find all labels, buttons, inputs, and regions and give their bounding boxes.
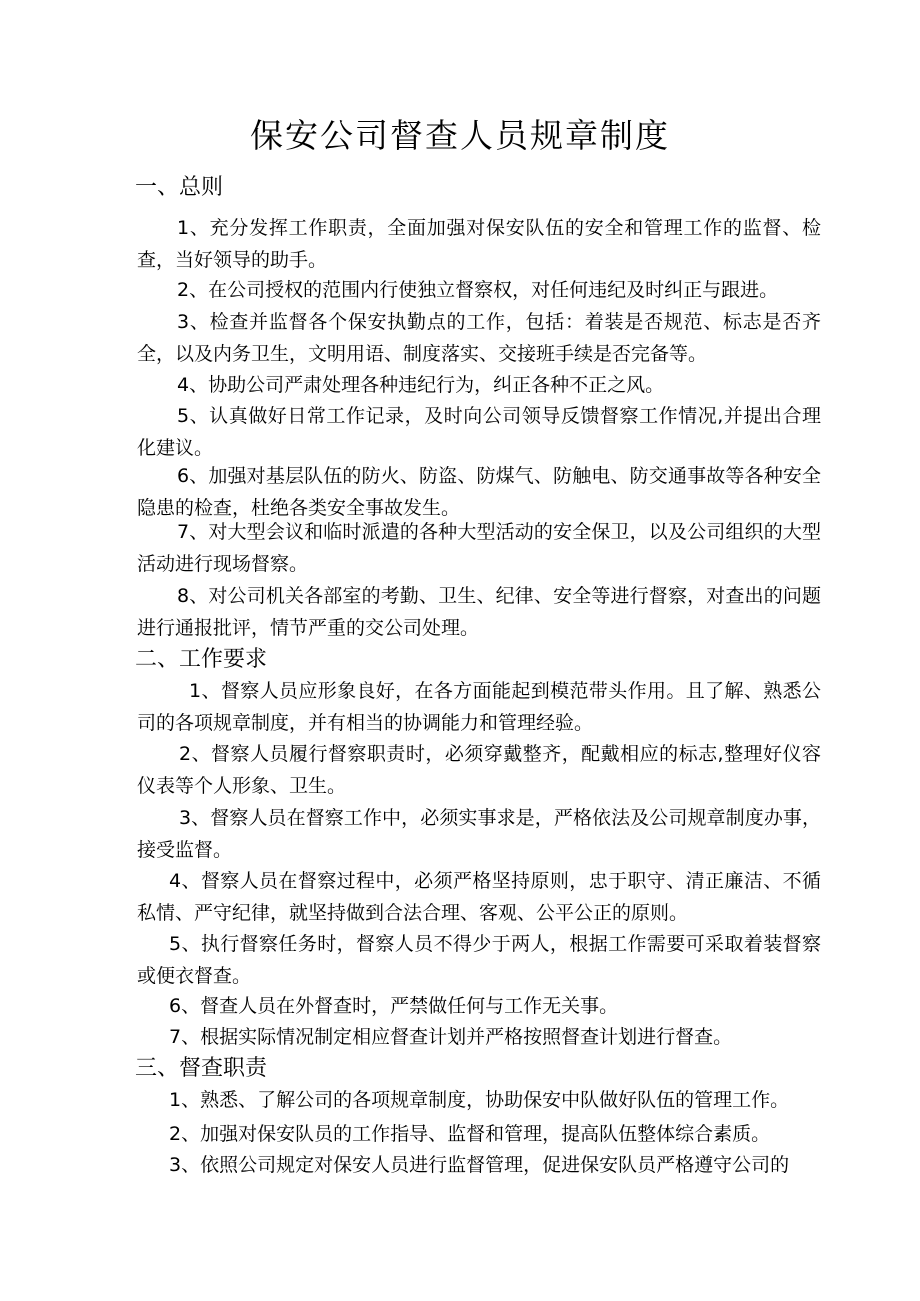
paragraph: 8、对公司机关各部室的考勤、卫生、纪律、安全等进行督察，对查出的问题进行通报批评，情节严重的交公司处理。 [137,585,821,639]
paragraph: 4、督察人员在督察过程中，必须严格坚持原则，忠于职守、清正廉洁、不循私情、严守纪律，就坚持做到合法合理、客观、公平公正的原则。 [137,870,821,924]
paragraph: 7、对大型会议和临时派遣的各种大型活动的安全保卫，以及公司组织的大型活动进行现场督察。 [137,521,821,575]
section-heading-duties: 三、督查职责 [135,1056,268,1081]
paragraph: 1、熟悉、了解公司的各项规章制度，协助保安中队做好队伍的管理工作。 [169,1089,790,1111]
paragraph: 2、在公司授权的范围内行使独立督察权，对任何违纪及时纠正与跟进。 [177,279,779,301]
paragraph: 4、协助公司严肃处理各种违纪行为，纠正各种不正之风。 [177,374,665,396]
section-heading-general: 一、总则 [135,175,224,200]
paragraph: 2、加强对保安队员的工作指导、监督和管理，提高队伍整体综合素质。 [169,1123,771,1145]
paragraph: 3、督察人员在督察工作中，必须实事求是，严格依法及公司规章制度办事，接受监督。 [137,807,821,861]
paragraph: 3、检查并监督各个保安执勤点的工作，包括：着装是否规范、标志是否齐全，以及内务卫生，文明用语、制度落实、交接班手续是否完备等。 [137,311,821,365]
paragraph: 5、认真做好日常工作记录，及时向公司领导反馈督察工作情况,并提出合理化建议。 [137,405,821,459]
paragraph: 5、执行督察任务时，督察人员不得少于两人，根据工作需要可采取着装督察或便衣督查。 [137,933,821,987]
paragraph: 6、加强对基层队伍的防火、防盗、防煤气、防触电、防交通事故等各种安全隐患的检查，杜绝各类安全事故发生。 [137,465,821,519]
paragraph: 3、依照公司规定对保安人员进行监督管理，促进保安队员严格遵守公司的 [169,1154,790,1176]
paragraph: 6、督查人员在外督查时，严禁做任何与工作无关事。 [169,995,619,1017]
paragraph: 7、根据实际情况制定相应督查计划并严格按照督查计划进行督查。 [169,1026,733,1048]
document-title: 保安公司督查人员规章制度 [250,116,670,155]
paragraph: 1、督察人员应形象良好，在各方面能起到模范带头作用。且了解、熟悉公司的各项规章制度，并有相当的协调能力和管理经验。 [137,680,821,734]
section-heading-requirements: 二、工作要求 [135,647,268,672]
paragraph: 1、充分发挥工作职责，全面加强对保安队伍的安全和管理工作的监督、检查，当好领导的助手。 [137,217,821,271]
paragraph: 2、督察人员履行督察职责时，必须穿戴整齐，配戴相应的标志,整理好仪容仪表等个人形象、卫生。 [137,743,821,797]
